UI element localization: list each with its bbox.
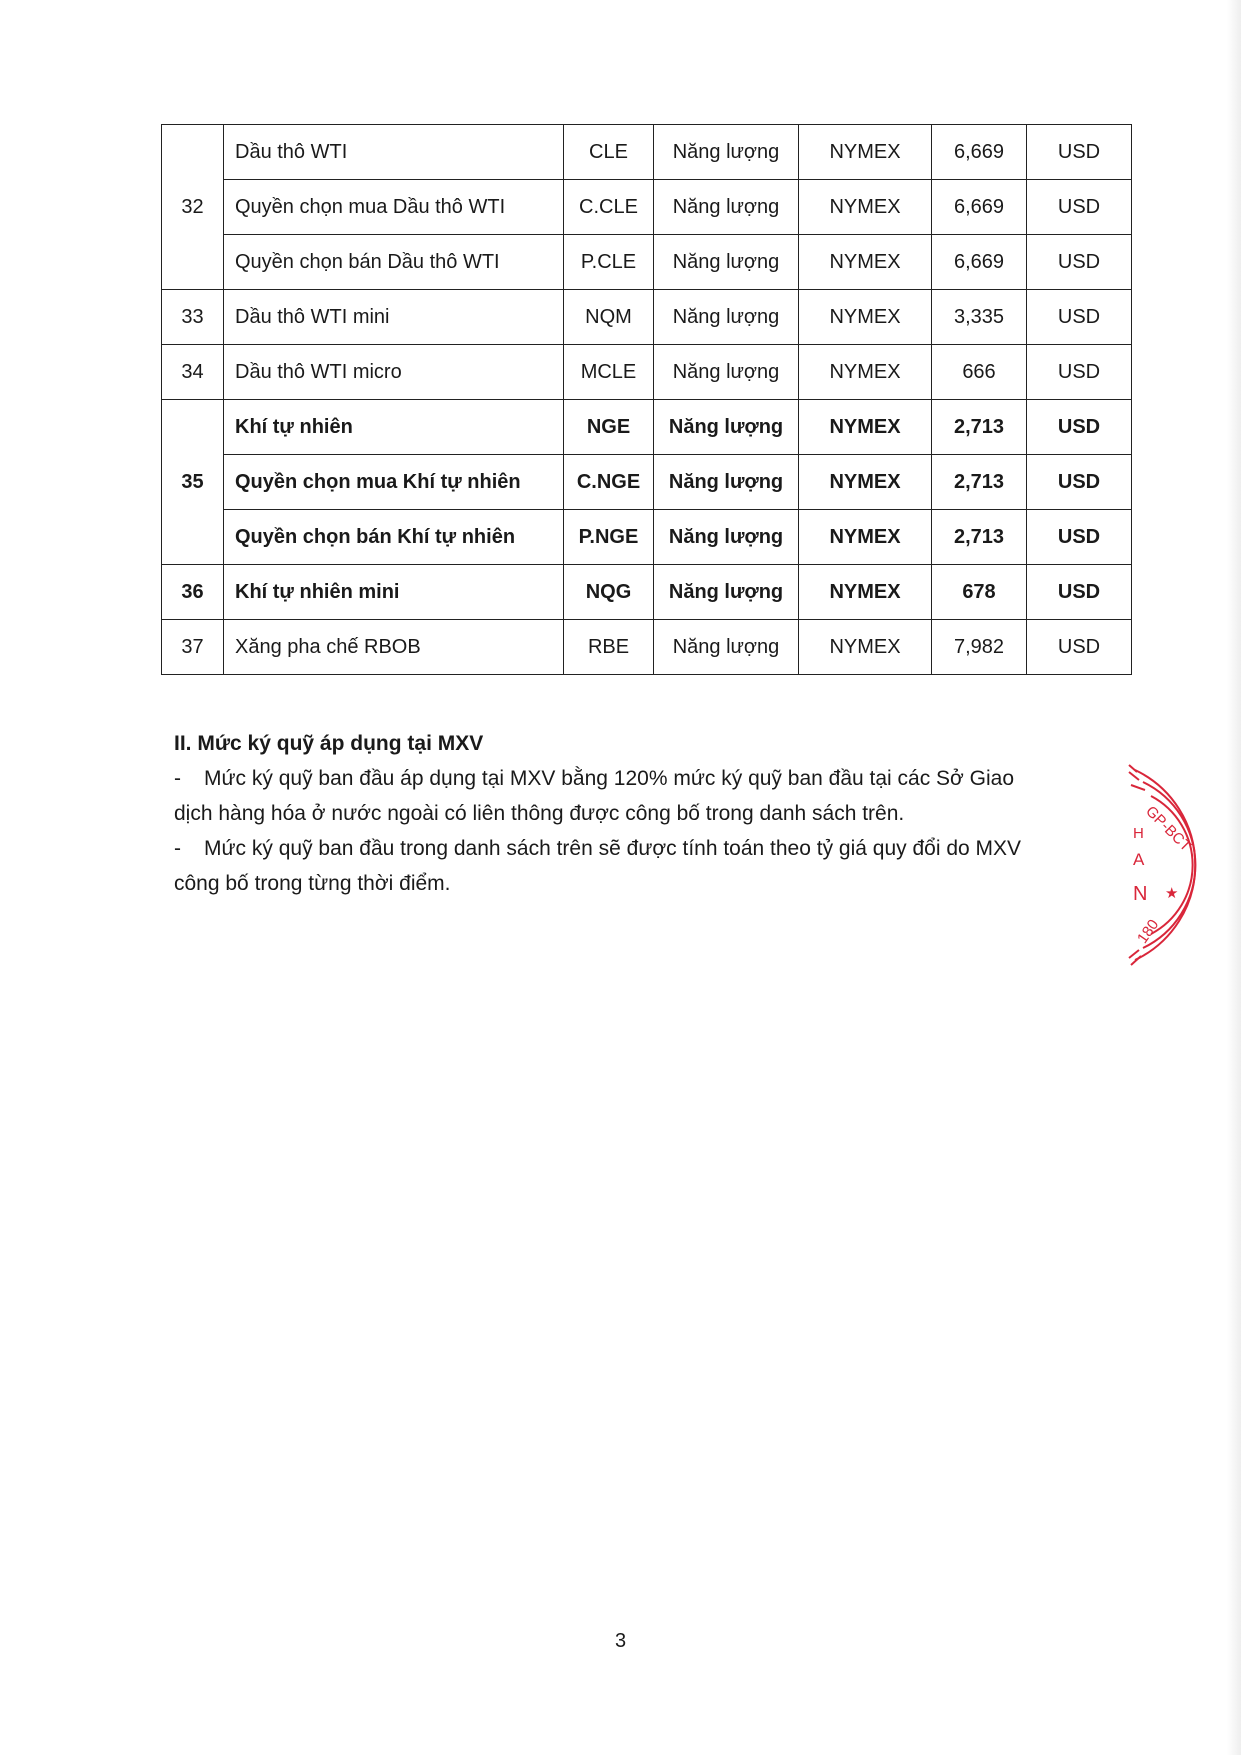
margin-value: 2,713	[932, 400, 1027, 455]
product-name: Khí tự nhiên mini	[224, 565, 564, 620]
paragraph-1	[174, 761, 1104, 796]
stamp-letter-a: A	[1133, 850, 1145, 869]
margin-value: 666	[932, 345, 1027, 400]
product-name: Quyền chọn bán Khí tự nhiên	[224, 510, 564, 565]
margin-value: 2,713	[932, 510, 1027, 565]
product-code: NGE	[564, 400, 654, 455]
currency: USD	[1027, 510, 1132, 565]
product-group: Năng lượng	[654, 180, 799, 235]
section-heading: II. Mức ký quỹ áp dụng tại MXV	[174, 732, 484, 755]
product-group: Năng lượng	[654, 565, 799, 620]
exchange: NYMEX	[799, 180, 932, 235]
product-name: Khí tự nhiên	[224, 400, 564, 455]
margin-value: 7,982	[932, 620, 1027, 675]
page-number: 3	[614, 1630, 627, 1652]
product-group: Năng lượng	[654, 620, 799, 675]
currency: USD	[1027, 180, 1132, 235]
product-group: Năng lượng	[654, 510, 799, 565]
stamp-letter-n: N	[1133, 883, 1148, 905]
table-row	[162, 620, 1132, 675]
paragraph-2-cont: công bố trong từng thời điểm.	[174, 872, 451, 895]
product-name: Quyền chọn mua Dầu thô WTI	[224, 180, 564, 235]
row-number: 37	[162, 620, 224, 675]
stamp-number: 180	[1134, 916, 1163, 947]
product-group: Năng lượng	[654, 455, 799, 510]
exchange: NYMEX	[799, 620, 932, 675]
exchange: NYMEX	[799, 345, 932, 400]
currency: USD	[1027, 400, 1132, 455]
margin-value: 6,669	[932, 235, 1027, 290]
margin-value: 6,669	[932, 125, 1027, 180]
margin-value: 3,335	[932, 290, 1027, 345]
currency: USD	[1027, 290, 1132, 345]
product-code: P.CLE	[564, 235, 654, 290]
margin-value: 678	[932, 565, 1027, 620]
product-name: Dầu thô WTI	[224, 125, 564, 180]
product-group: Năng lượng	[654, 400, 799, 455]
row-number: 32	[162, 125, 224, 290]
product-code: NQM	[564, 290, 654, 345]
product-group: Năng lượng	[654, 125, 799, 180]
stamp-star: ★	[1165, 885, 1179, 902]
currency: USD	[1027, 235, 1132, 290]
product-group: Năng lượng	[654, 290, 799, 345]
paragraph-1-cont: dịch hàng hóa ở nước ngoài có liên thông được công bố trong danh sách trên.	[174, 802, 905, 825]
red-seal-stamp	[1125, 760, 1235, 970]
row-number: 33	[162, 290, 224, 345]
product-code: C.NGE	[564, 455, 654, 510]
product-name: Quyền chọn bán Dầu thô WTI	[224, 235, 564, 290]
product-code: CLE	[564, 125, 654, 180]
product-name: Quyền chọn mua Khí tự nhiên	[224, 455, 564, 510]
currency: USD	[1027, 620, 1132, 675]
exchange: NYMEX	[799, 565, 932, 620]
margin-value: 2,713	[932, 455, 1027, 510]
bullet-mark: -	[174, 837, 181, 860]
paragraph-2-line-1: Mức ký quỹ ban đầu trong danh sách trên sẽ được tính toán theo tỷ giá quy đổi do MXV	[204, 837, 1022, 860]
exchange: NYMEX	[799, 400, 932, 455]
exchange: NYMEX	[799, 125, 932, 180]
product-code: C.CLE	[564, 180, 654, 235]
currency: USD	[1027, 125, 1132, 180]
row-number: 34	[162, 345, 224, 400]
currency: USD	[1027, 345, 1132, 400]
stamp-letter-h: H	[1133, 825, 1144, 842]
table-row	[162, 180, 1132, 235]
table-row	[162, 290, 1132, 345]
table-row	[162, 125, 1132, 180]
exchange: NYMEX	[799, 290, 932, 345]
stamp-text-top: GP-BCT	[1142, 802, 1195, 855]
product-name: Dầu thô WTI mini	[224, 290, 564, 345]
margin-value: 6,669	[932, 180, 1027, 235]
table-row	[162, 455, 1132, 510]
table-row	[162, 400, 1132, 455]
exchange: NYMEX	[799, 510, 932, 565]
margin-table	[161, 124, 1132, 675]
table-row	[162, 235, 1132, 290]
product-group: Năng lượng	[654, 345, 799, 400]
product-group: Năng lượng	[654, 235, 799, 290]
currency: USD	[1027, 565, 1132, 620]
product-code: MCLE	[564, 345, 654, 400]
exchange: NYMEX	[799, 235, 932, 290]
currency: USD	[1027, 455, 1132, 510]
product-name: Dầu thô WTI micro	[224, 345, 564, 400]
product-code: NQG	[564, 565, 654, 620]
product-name: Xăng pha chế RBOB	[224, 620, 564, 675]
table-row	[162, 345, 1132, 400]
product-code: P.NGE	[564, 510, 654, 565]
row-number: 35	[162, 400, 224, 565]
table-row	[162, 565, 1132, 620]
row-number: 36	[162, 565, 224, 620]
paragraph-1-line-1: Mức ký quỹ ban đầu áp dụng tại MXV bằng 120% mức ký quỹ ban đầu tại các Sở Giao	[204, 767, 1015, 790]
product-code: RBE	[564, 620, 654, 675]
table-row	[162, 510, 1132, 565]
margin-policy-section	[174, 726, 1104, 901]
exchange: NYMEX	[799, 455, 932, 510]
paragraph-2	[174, 831, 1104, 866]
bullet-mark: -	[174, 767, 181, 790]
